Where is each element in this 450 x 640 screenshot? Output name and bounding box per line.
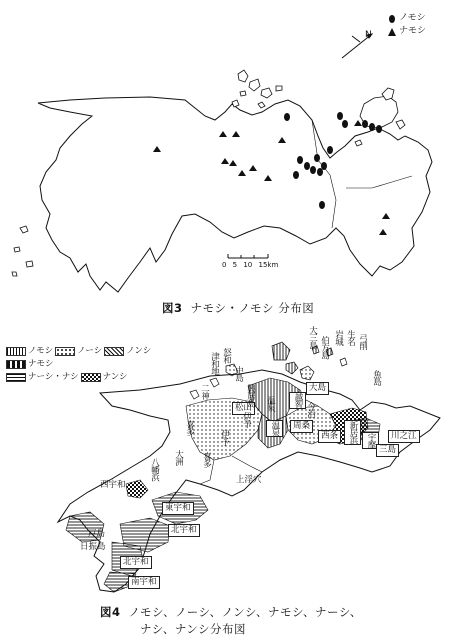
fig4-caption-line2: ナシ、ナンシ分布図 (140, 622, 246, 636)
label-iyo2: 伊予 (219, 430, 230, 445)
label-ikina: 生名 (345, 330, 356, 345)
dashes-icon (6, 360, 26, 369)
scale-label: 0 5 10 15km (222, 261, 279, 269)
legend-label: ノモシ (28, 346, 54, 356)
legend-label: ナーシ・ナシ (28, 372, 79, 382)
legend-item-namoshi (388, 25, 426, 38)
caption-number: 図3 (162, 301, 183, 315)
caption-text: ナモシ・ノモシ 分布図 (190, 301, 315, 315)
legend-label: ノモシ (399, 13, 426, 23)
oval-marker-icon (388, 14, 396, 24)
legend-row-3 (6, 371, 151, 384)
label-ochi: 越智 (289, 392, 306, 409)
legend-row-2 (6, 358, 151, 371)
horizontal-lines-icon (6, 373, 26, 382)
label-niihama: 新居浜 (344, 420, 361, 445)
label-kamiukena: 上浮穴 (236, 475, 262, 485)
fig4-legend (6, 345, 151, 384)
label-uoshima: 魚島 (371, 370, 382, 385)
label-tojima: 戸島 (88, 529, 106, 539)
label-yuge: 弓削 (357, 334, 368, 349)
legend-label: ノンシ (126, 346, 152, 356)
fig3-caption (162, 300, 314, 316)
fig3-legend (388, 12, 426, 38)
legend-label: ナモシ (399, 26, 427, 36)
label-saijo: 西条 (318, 430, 341, 443)
label-ooshima: 大島 (306, 382, 329, 395)
triangle-marker-icon (388, 27, 396, 37)
legend-row-1 (6, 345, 151, 358)
label-mishima: 三島 (376, 444, 399, 457)
label-kitauwa: 北宇和 (168, 524, 200, 537)
label-iyo: 伊予 (241, 412, 252, 427)
label-kawanoe: 川之江 (388, 430, 420, 443)
vertical-lines-icon (6, 347, 26, 356)
north-label: N (365, 30, 372, 40)
label-yawatahama: 八幡浜 (149, 458, 160, 481)
label-onsen: 温泉 (265, 396, 276, 411)
legend-label: ナモシ (28, 359, 54, 369)
cross-hatch-icon (104, 347, 124, 356)
label-higashiuwa: 東宇和 (162, 502, 194, 515)
fig4-caption (100, 604, 362, 620)
label-matsuyama: 松山 (232, 402, 255, 415)
map-fig3 (0, 0, 450, 300)
label-ozu: 大洲 (173, 450, 184, 465)
label-nakajima: 中島 (233, 366, 244, 381)
caption-line1: ノモシ、ノーシ、ノンシ、ナモシ、ナーシ、 (128, 605, 362, 619)
label-onsen2: 温泉 (266, 420, 283, 437)
label-iwagi: 岩城 (333, 330, 344, 345)
label-kitauwa2: 北宇和 (120, 556, 152, 569)
legend-label: ノーシ (77, 346, 103, 356)
label-hiburi: 日振島 (80, 542, 106, 552)
label-minamiuwa: 南宇和 (128, 576, 160, 589)
label-nuwa: 怒和 (221, 348, 232, 363)
label-hakata: 伯方島 (319, 336, 330, 359)
label-nishiuwa: 西宇和 (100, 480, 126, 490)
label-kita2: 喜多 (201, 452, 212, 467)
checker-icon (81, 373, 101, 382)
label-kuwa: 周桑 (290, 420, 313, 433)
label-uma: 宇摩 (362, 432, 379, 449)
caption-number: 図4 (100, 605, 121, 619)
label-tsuwaji: 津和地 (209, 352, 220, 375)
label-imabari: 今治 (305, 402, 316, 417)
legend-label: ナンシ (102, 372, 128, 382)
label-kita: 喜多 (184, 420, 195, 435)
label-futagami: 二神 (199, 384, 210, 399)
dots-icon (55, 347, 75, 356)
label-gogo: 興居島 (245, 384, 256, 407)
legend-item-nomoshi (388, 12, 426, 25)
label-oshima: 大三島 (307, 326, 318, 349)
scale-bar (228, 254, 268, 258)
